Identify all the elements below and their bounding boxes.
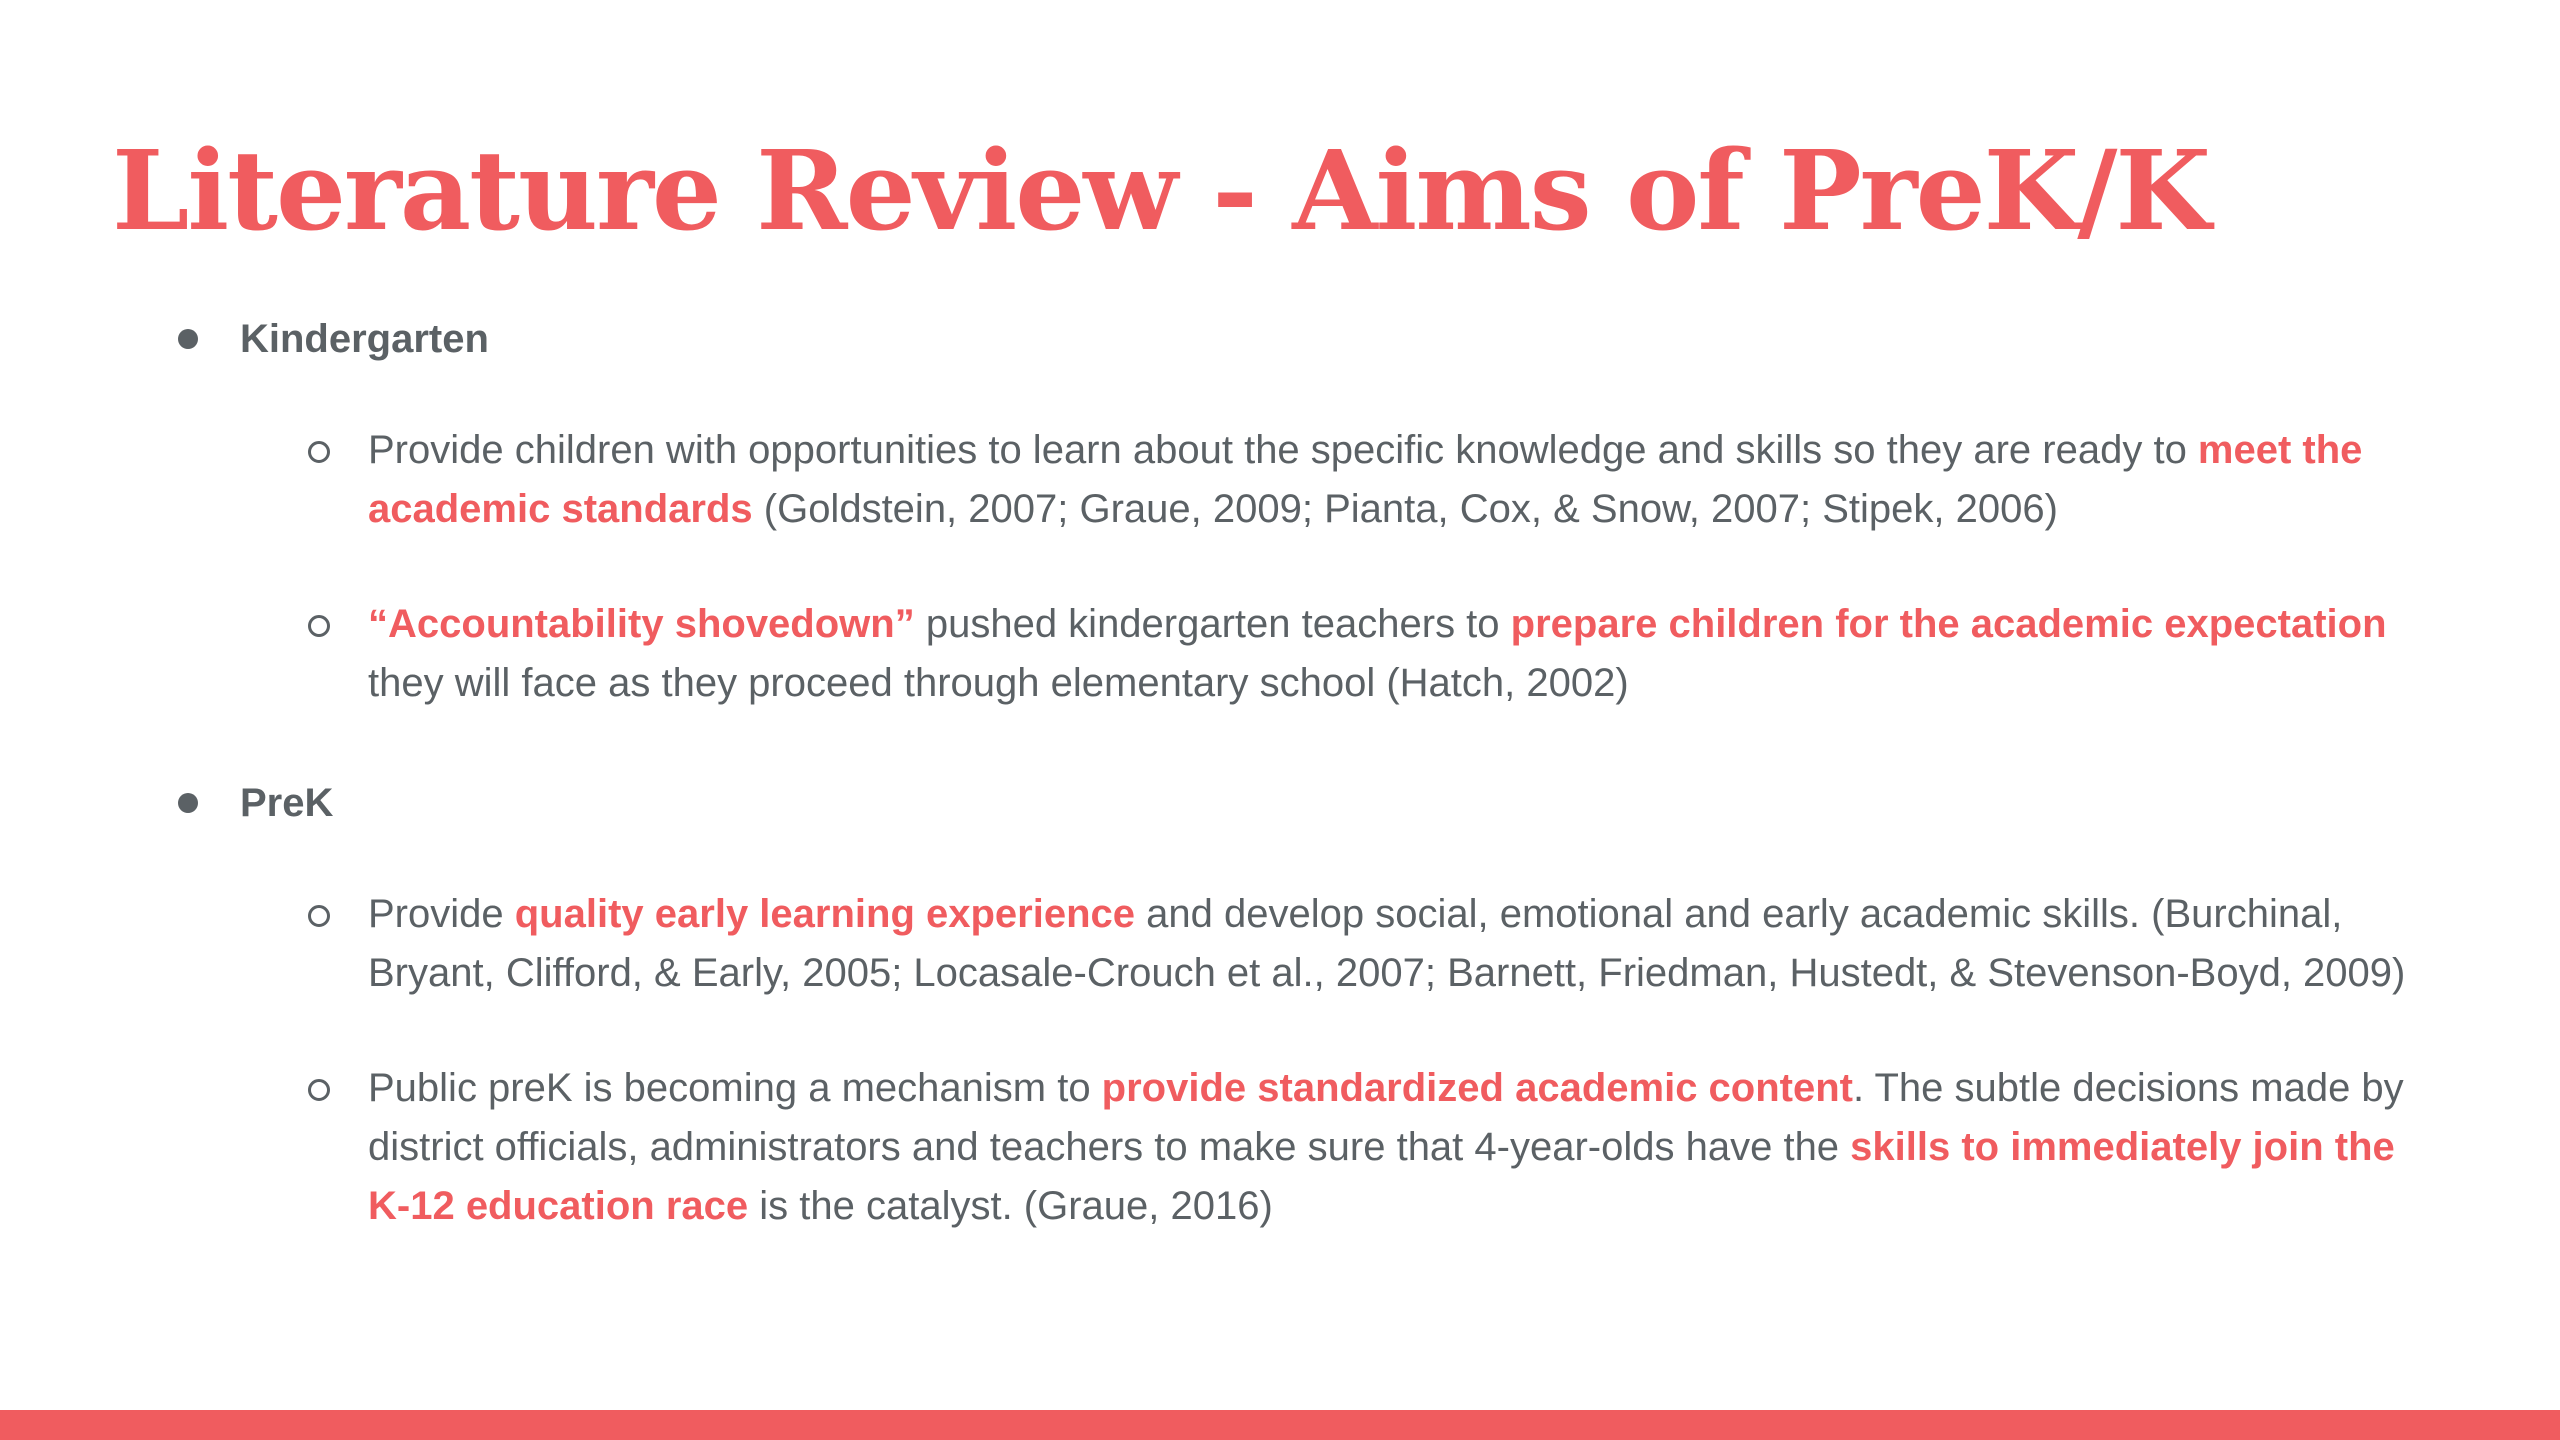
filled-bullet-icon (178, 793, 198, 813)
section-heading-kindergarten (0, 305, 2560, 373)
hollow-bullet-icon (308, 905, 330, 927)
slide-body (0, 305, 2560, 1236)
list-item (0, 885, 2560, 1003)
item-highlight: quality early learning experience (514, 892, 1136, 936)
item-highlight: “Accountability shovedown” (368, 602, 915, 646)
section-heading-label: PreK (240, 781, 334, 825)
item-text: they will face as they proceed through elementary school (Hatch, 2002) (368, 661, 1629, 705)
section-heading-prek (0, 769, 2560, 837)
list-item (0, 421, 2560, 539)
item-text: and develop social, emotional and early academic skills. (Burchinal, Bryant, Clifford, & Early, 2005; Locasale-Crouch et al., 2007; Barnett, Friedman, Hustedt, & Stevenson-Boyd, 2009) (368, 892, 2406, 995)
section-heading-label: Kindergarten (240, 317, 489, 361)
item-highlight: skills to immediately join the K-12 education race (368, 1125, 2395, 1228)
list-item (0, 1059, 2560, 1236)
item-text: Provide (368, 892, 515, 936)
hollow-bullet-icon (308, 615, 330, 637)
item-text: (Goldstein, 2007; Graue, 2009; Pianta, Cox, & Snow, 2007; Stipek, 2006) (752, 487, 2058, 531)
list-item (0, 595, 2560, 713)
item-highlight: meet the academic standards (368, 428, 2363, 531)
hollow-bullet-icon (308, 441, 330, 463)
item-text: is the catalyst. (Graue, 2016) (748, 1184, 1273, 1228)
item-text: Public preK is becoming a mechanism to (368, 1066, 1102, 1110)
item-text: . The subtle decisions made by district officials, administrators and teachers to make sure that 4-year-olds have the (368, 1066, 2404, 1169)
item-highlight: provide standardized academic content (1101, 1066, 1853, 1110)
bottom-accent-bar (0, 1410, 2560, 1440)
item-text: Provide children with opportunities to learn about the specific knowledge and skills so they are ready to (368, 428, 2198, 472)
hollow-bullet-icon (308, 1079, 330, 1101)
filled-bullet-icon (178, 329, 198, 349)
item-highlight: prepare children for the academic expectation (1510, 602, 2387, 646)
item-text: pushed kindergarten teachers to (914, 602, 1511, 646)
slide-title: Literature Review - Aims of PreK/K (112, 126, 2209, 255)
